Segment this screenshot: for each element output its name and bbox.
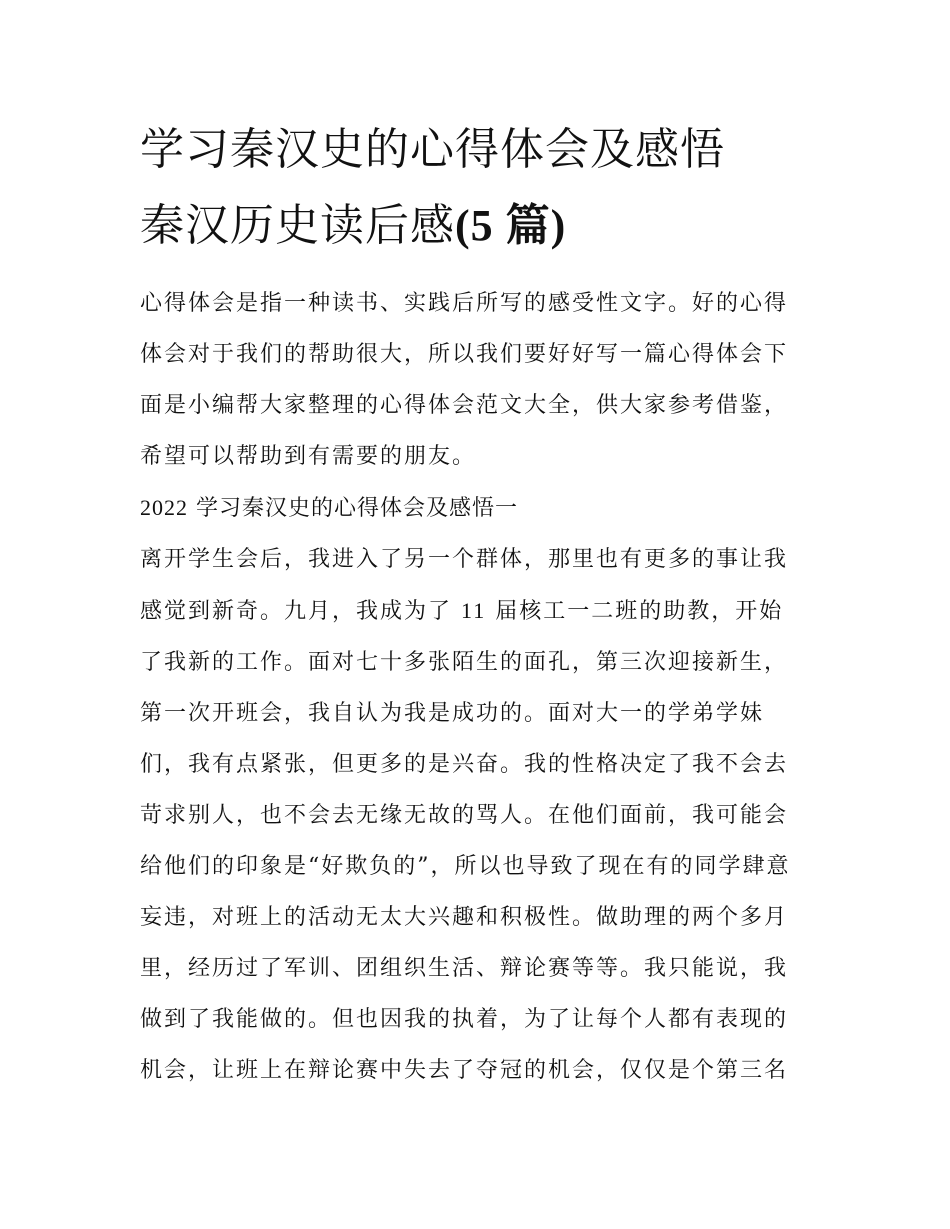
body-line-9: 里，经历过了军训、团组织生活、辩论赛等等。我只能说，我: [140, 956, 789, 981]
document-content: [140, 112, 812, 1096]
title-line-2-text: 秦汉历史读后感: [140, 200, 455, 251]
body-line-6: 苛求别人，也不会去无缘无故的骂人。在他们面前，我可能会: [140, 803, 789, 828]
section-body-paragraph: [140, 534, 812, 1096]
section-year: 2022: [140, 495, 188, 520]
body-line-1: 离开学生会后，我进入了另一个群体，那里也有更多的事让我: [140, 547, 789, 572]
intro-line-4: 希望可以帮助到有需要的朋友。: [140, 444, 477, 469]
section-heading-text: 学习秦汉史的心得体会及感悟一: [196, 496, 519, 521]
intro-line-3: 面是小编帮大家整理的心得体会范文大全，供大家参考借鉴，: [140, 393, 789, 418]
title-line-1: 学习秦汉史的心得体会及感悟: [140, 124, 725, 175]
document-title: [140, 112, 812, 264]
intro-line-1: 心得体会是指一种读书、实践后所写的感受性文字。好的心得: [140, 291, 789, 316]
body-line-2-text: 感觉到新奇。九月，我成为了: [140, 599, 453, 624]
body-line-10: 做到了我能做的。但也因我的执着，为了让每个人都有表现的: [140, 1007, 789, 1032]
title-line-2: [140, 188, 812, 264]
title-count: (5 篇): [455, 201, 567, 250]
body-line-2-rest: 届核工一二班的助教，开始: [495, 599, 784, 624]
intro-line-2: 体会对于我们的帮助很大，所以我们要好好写一篇心得体会下: [140, 342, 789, 367]
body-line-5: 们，我有点紧张，但更多的是兴奋。我的性格决定了我不会去: [140, 752, 789, 777]
body-line-2: [140, 585, 812, 637]
intro-paragraph: [140, 278, 812, 482]
body-line-7: 给他们的印象是“好欺负的”，所以也导致了现在有的同学肆意: [140, 854, 791, 879]
body-line-2-number: 11: [461, 598, 487, 623]
body-line-4: 第一次开班会，我自认为我是成功的。面对大一的学弟学妹: [140, 701, 765, 726]
section-heading: [140, 482, 812, 534]
body-line-3: 了我新的工作。面对七十多张陌生的面孔，第三次迎接新生，: [140, 650, 789, 675]
body-line-11: 机会，让班上在辩论赛中失去了夺冠的机会，仅仅是个第三名: [140, 1058, 789, 1083]
body-line-8: 妄违，对班上的活动无太大兴趣和积极性。做助理的两个多月: [140, 905, 789, 930]
